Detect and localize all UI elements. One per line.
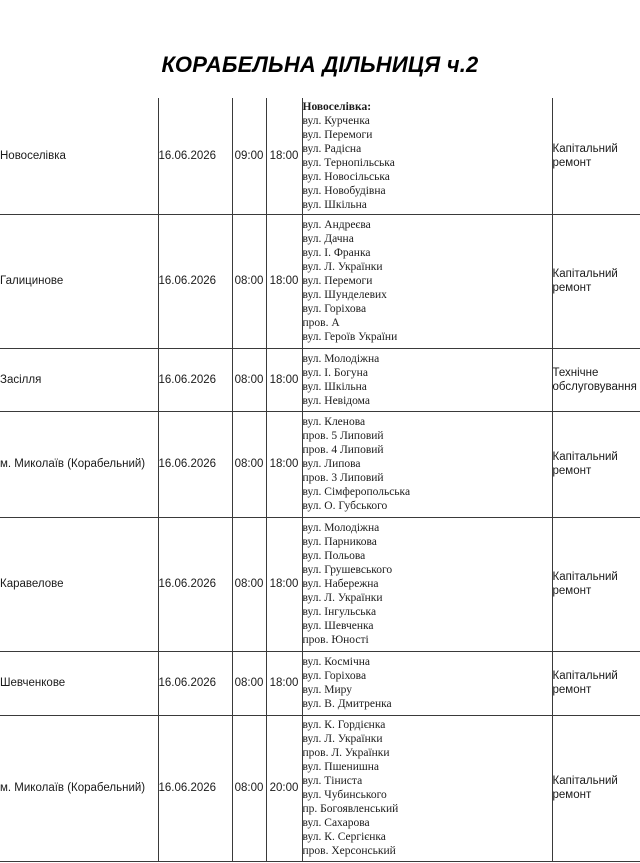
street-item: вул. В. Дмитренка	[302, 698, 392, 710]
street-item: пров. Л. Українки	[302, 747, 390, 759]
street-list	[303, 100, 552, 212]
street-item: вул. Інгульська	[302, 606, 377, 618]
street-item: вул. Андреєва	[302, 219, 371, 231]
street-item: вул. Грушевського	[302, 564, 393, 576]
street-item: вул. Л. Українки	[302, 261, 383, 273]
work-type-line: Капітальний	[552, 142, 618, 155]
work-type-line: Капітальний	[552, 571, 618, 583]
start-time-cell: 08:00	[232, 715, 266, 861]
street-item: вул. Сахарова	[302, 817, 370, 829]
street-item: вул. Шкільна	[302, 380, 367, 393]
work-type-line: Технічне	[552, 366, 599, 379]
street-item: вул. Тернопільська	[302, 156, 395, 169]
street-item: вул. Перемоги	[302, 275, 373, 287]
end-time-cell: 20:00	[266, 715, 302, 861]
start-time-cell: 08:00	[232, 411, 266, 517]
work-type-line: ремонт	[552, 789, 592, 801]
street-item: вул. Шевченка	[302, 620, 374, 632]
street-item: вул. Новобудівна	[302, 184, 386, 197]
date-cell: 16.06.2026	[158, 98, 232, 214]
work-type-line: Капітальний	[552, 268, 618, 280]
street-item: вул. Набережна	[302, 578, 379, 590]
location-cell: Шевченкове	[0, 651, 158, 715]
work-type-line: обслуговування	[552, 380, 637, 393]
street-item: пров. 5 Липовий	[302, 430, 384, 442]
street-item: вул. Польова	[302, 550, 366, 562]
street-list	[303, 655, 552, 711]
street-item: вул. Сімферопольська	[302, 486, 411, 498]
street-item: вул. Л. Українки	[302, 592, 383, 604]
work-type-line: ремонт	[552, 282, 592, 294]
street-item: вул. Кленова	[302, 416, 366, 428]
location-cell: Новоселівка	[0, 98, 158, 214]
work-type-cell	[552, 98, 640, 214]
work-type-line: ремонт	[552, 156, 592, 169]
work-type-cell	[552, 348, 640, 411]
end-time-cell: 18:00	[266, 517, 302, 651]
work-type-line: Капітальний	[552, 670, 618, 682]
table-row	[0, 517, 640, 651]
streets-cell	[302, 517, 552, 651]
table-row	[0, 98, 640, 214]
page-title: КОРАБЕЛЬНА ДІЛЬНИЦЯ ч.2	[161, 52, 479, 77]
work-type-cell	[552, 651, 640, 715]
street-item: вул. І. Франка	[302, 247, 371, 259]
end-time-cell: 18:00	[266, 98, 302, 214]
date-cell: 16.06.2026	[158, 517, 232, 651]
street-item: вул. Л. Українки	[302, 733, 383, 745]
street-item: вул. Чубинського	[302, 789, 387, 801]
street-item: вул. Липова	[302, 458, 361, 470]
start-time-cell: 08:00	[232, 651, 266, 715]
start-time-cell: 08:00	[232, 517, 266, 651]
date-cell: 16.06.2026	[158, 715, 232, 861]
work-type-cell	[552, 214, 640, 348]
street-item: пров. 3 Липовий	[302, 472, 384, 484]
location-cell: м. Миколаїв (Корабельний)	[0, 411, 158, 517]
location-cell: Каравелове	[0, 517, 158, 651]
table-row	[0, 651, 640, 715]
street-list	[303, 352, 552, 408]
street-item: вул. Перемоги	[302, 128, 373, 141]
street-item: вул. Героїв України	[302, 331, 398, 343]
work-type-line: ремонт	[552, 585, 592, 597]
street-item: вул. К. Сергієнка	[302, 831, 386, 843]
table-row	[0, 348, 640, 411]
streets-cell	[302, 214, 552, 348]
street-item: вул. Молодіжна	[302, 522, 380, 534]
end-time-cell: 18:00	[266, 214, 302, 348]
start-time-cell: 09:00	[232, 98, 266, 214]
location-cell: Галицинове	[0, 214, 158, 348]
date-cell: 16.06.2026	[158, 214, 232, 348]
street-item: вул. Горіхова	[302, 670, 367, 682]
streets-cell	[302, 715, 552, 861]
table-row	[0, 411, 640, 517]
location-cell: м. Миколаїв (Корабельний)	[0, 715, 158, 861]
street-item: пров. А	[302, 317, 340, 329]
streets-cell	[302, 98, 552, 214]
street-item: вул. Новосільська	[302, 170, 390, 183]
end-time-cell: 18:00	[266, 411, 302, 517]
table-row	[0, 715, 640, 861]
work-type-cell	[552, 517, 640, 651]
street-item: вул. О. Губського	[302, 500, 388, 512]
street-list-header: Новоселівка:	[302, 100, 372, 113]
street-item: вул. Тіниста	[302, 775, 363, 787]
street-list	[303, 521, 552, 647]
street-item: вул. Парникова	[302, 536, 377, 548]
location-cell: Засілля	[0, 348, 158, 411]
street-item: вул. К. Гордієнка	[302, 719, 386, 731]
start-time-cell: 08:00	[232, 214, 266, 348]
work-type-line: ремонт	[552, 465, 592, 477]
work-type-line: ремонт	[552, 684, 592, 696]
work-type-cell	[552, 411, 640, 517]
street-item: пров. 4 Липовий	[302, 444, 384, 456]
table-row	[0, 214, 640, 348]
street-item: вул. Молодіжна	[302, 352, 380, 365]
street-item: вул. Радісна	[302, 142, 362, 155]
street-item: вул. Дачна	[302, 233, 354, 245]
end-time-cell: 18:00	[266, 348, 302, 411]
street-list	[303, 218, 552, 344]
end-time-cell: 18:00	[266, 651, 302, 715]
street-item: вул. Шунделевих	[302, 289, 387, 301]
street-item: вул. Невідома	[302, 394, 370, 407]
street-list	[303, 718, 552, 858]
street-item: вул. Курченка	[302, 114, 370, 127]
street-item: пров. Херсонський	[302, 845, 396, 857]
street-item: пр. Богоявленський	[302, 803, 399, 815]
street-item: вул. Горіхова	[302, 303, 367, 315]
work-type-line: Капітальний	[552, 775, 618, 787]
street-item: вул. І. Богуна	[302, 366, 368, 379]
street-item: вул. Миру	[302, 684, 352, 696]
date-cell: 16.06.2026	[158, 348, 232, 411]
street-list	[303, 415, 552, 513]
street-item: пров. Юності	[302, 634, 369, 646]
work-type-cell	[552, 715, 640, 861]
streets-cell	[302, 348, 552, 411]
date-cell: 16.06.2026	[158, 651, 232, 715]
street-item: вул. Космічна	[302, 656, 371, 668]
outage-schedule-table	[0, 98, 640, 862]
streets-cell	[302, 651, 552, 715]
start-time-cell: 08:00	[232, 348, 266, 411]
street-item: вул. Пшенишна	[302, 761, 379, 773]
date-cell: 16.06.2026	[158, 411, 232, 517]
streets-cell	[302, 411, 552, 517]
street-item: вул. Шкільна	[302, 198, 367, 211]
work-type-line: Капітальний	[552, 451, 618, 463]
